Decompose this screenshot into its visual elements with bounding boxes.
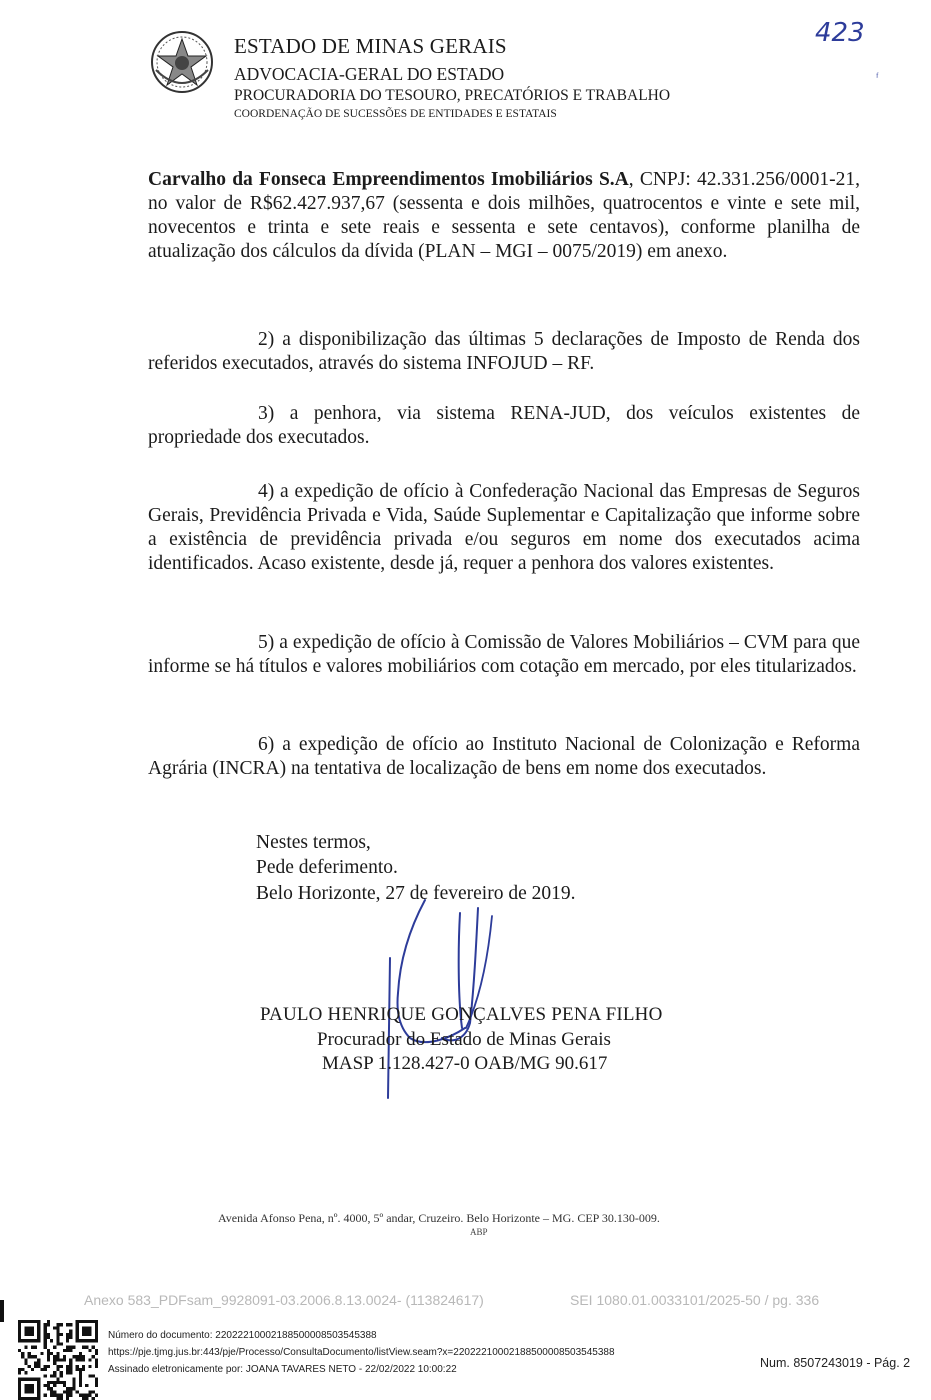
header-state-name: ESTADO DE MINAS GERAIS <box>234 34 507 58</box>
signatory-registration: MASP 1.128.427-0 OAB/MG 90.617 <box>322 1053 608 1074</box>
document-number: Número do documento: 22022210002188500008503545388 <box>108 1330 377 1341</box>
paragraph-request-3: 3) a penhora, via sistema RENA-JUD, dos veículos existentes de propriedade dos executados. <box>148 403 860 448</box>
signatory-title: Procurador do Estado de Minas Gerais <box>317 1029 611 1050</box>
paragraph-request-5: 5) a expedição de ofício à Comissão de Valores Mobiliários – CVM para que informe se há títulos e valores mobiliários com cotação em mercado, por eles titularizados. <box>148 632 860 677</box>
closing-terms: Nestes termos, <box>256 832 371 853</box>
document-url-link[interactable]: https://pje.tjmg.jus.br:443/pje/Processo/ConsultaDocumento/listView.seam?x=22022210002188500008503545388 <box>108 1347 615 1358</box>
handwritten-page-number: 423 <box>815 18 865 48</box>
paragraph-debtor-value <box>148 168 860 264</box>
handwritten-mark: ᶠ <box>876 70 879 84</box>
header-coordination: COORDENAÇÃO DE SUCESSÕES DE ENTIDADES E ESTATAIS <box>234 108 557 120</box>
signatory-name: PAULO HENRIQUE GONÇALVES PENA FILHO <box>260 1004 663 1025</box>
closing-request: Pede deferimento. <box>256 857 398 878</box>
closing-place-date: Belo Horizonte, 27 de fevereiro de 2019. <box>256 883 576 904</box>
paragraph-request-4: 4) a expedição de ofício à Confederação Nacional das Empresas de Seguros Gerais, Previdência Privada e Vida, Saúde Suplementar e Capitalização que informe sobre a existência de previdência privada e/ou seguros em nome dos executados acima identificados. Acaso existente, desde já, requer a penhora dos valores existentes. <box>148 481 860 574</box>
header-department: PROCURADORIA DO TESOURO, PRECATÓRIOS E TRABALHO <box>234 87 671 104</box>
sei-stamp: SEI 1080.01.0033101/2025-50 / pg. 336 <box>570 1292 820 1308</box>
office-address: Avenida Afonso Pena, nº. 4000, 5º andar, Cruzeiro. Belo Horizonte – MG. CEP 30.130-009. <box>218 1211 660 1225</box>
qr-code-icon[interactable] <box>18 1320 98 1400</box>
debtor-company-name: Carvalho da Fonseca Empreendimentos Imobiliários S.A <box>148 169 629 190</box>
state-seal-icon <box>150 30 214 94</box>
author-initials: ABP <box>470 1227 488 1237</box>
handwritten-signature <box>370 888 520 1108</box>
paragraph-request-6: 6) a expedição de ofício ao Instituto Nacional de Colonização e Reforma Agrária (INCRA) na tentativa de localização de bens em nome dos executados. <box>148 734 860 779</box>
scan-edge-mark <box>0 1300 4 1322</box>
electronic-signature-info: Assinado eletronicamente por: JOANA TAVARES NETO - 22/02/2022 10:00:22 <box>108 1364 457 1375</box>
header-agency: ADVOCACIA-GERAL DO ESTADO <box>234 64 505 84</box>
paragraph-debtor-value-text: , CNPJ: 42.331.256/0001-21, no valor de R$62.427.937,67 (sessenta e dois milhões, quatrocentos e vinte e sete mil, novecentos e trinta e sete reais e sessenta e sete centavos), conforme planilha de atualização dos cálculos da dívida (PLAN – MGI – 0075/2019) em anexo. <box>148 169 860 262</box>
annex-stamp: Anexo 583_PDFsam_9928091-03.2006.8.13.0024- (113824617) <box>84 1292 484 1308</box>
paragraph-request-2: 2) a disponibilização das últimas 5 declarações de Imposto de Renda dos referidos executados, através do sistema INFOJUD – RF. <box>148 329 860 374</box>
page-number: Num. 8507243019 - Pág. 2 <box>760 1356 911 1370</box>
